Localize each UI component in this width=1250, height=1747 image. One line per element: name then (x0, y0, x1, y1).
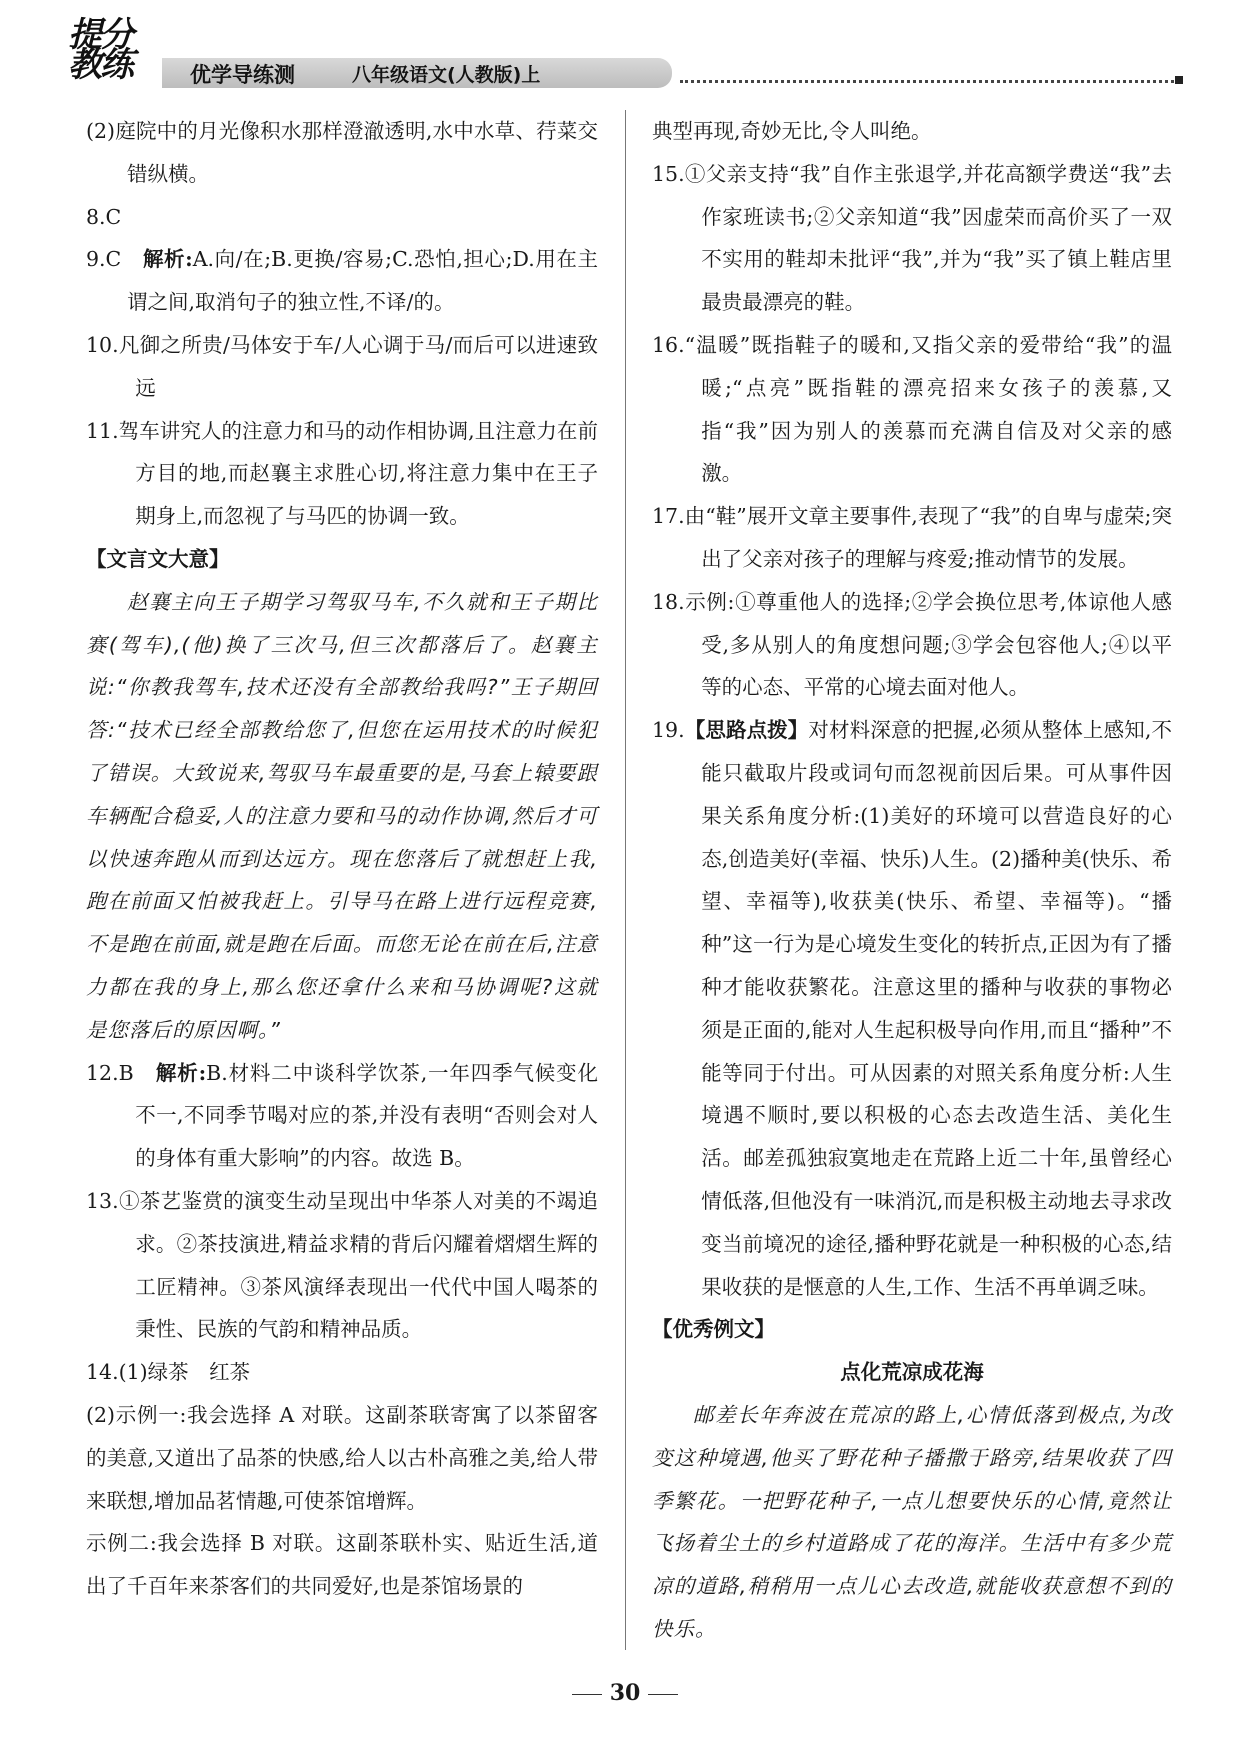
page-number (0, 1680, 1250, 1706)
answer-19-num: 19. (652, 718, 685, 743)
section-heading-classical-summary: 【文言文大意】 (86, 546, 230, 571)
answer-11: 11.驾车讲究人的注意力和马的动作相协调,且注意力在前方目的地,而赵襄主求胜心切,将注意力集中在王子期身上,而忽视了与马匹的协调一致。 (86, 418, 598, 529)
answer-15: 15.①父亲支持“我”自作主张退学,并花高额学费送“我”去作家班读书;②父亲知道“我”因虚荣而高价买了一双不实用的鞋却未批评“我”,并为“我”买了镇上鞋店里最贵最漂亮的鞋。 (652, 161, 1172, 315)
answer-19-text: 对材料深意的把握,必须从整体上感知,不能只截取片段或词句而忽视前因后果。可从事件因果关系角度分析:(1)美好的环境可以营造良好的心态,创造美好(幸福、快乐)人生。(2)播种美(快乐、希望、幸福等),收获美(快乐、希望、幸福等)。“播种”这一行为是心境发生变化的转折点,正因为有了播种才能收获繁花。注意这里的播种与收获的事物必须是正面的,能对人生起积极导向作用,而且“播种”不能等同于付出。可从因素的对照关系角度分析:人生境遇不顺时,要以积极的心态去改造生活、美化生活。邮差孤独寂寞地走在荒路上近二十年,虽曾经心情低落,但他没有一味消沉,而是积极主动地去寻求改变当前境况的途径,播种野花就是一种积极的心态,结果收获的是惬意的人生,工作、生活不再单调乏味。 (701, 718, 1172, 1299)
section-heading-sample-essay: 【优秀例文】 (652, 1317, 775, 1342)
answer-12-text: B.材料二中谈科学饮茶,一年四季气候变化不一,不同季节喝对应的茶,并没有表明“否则会对人的身体有重大影响”的内容。故选 B。 (135, 1060, 598, 1171)
answer-10: 10.凡御之所贵/马体安于车/人心调于马/而后可以进速致远 (86, 332, 598, 400)
answer-9-num: 9.C (86, 247, 122, 272)
answer-12-num: 12.B (86, 1060, 134, 1085)
answer-13: 13.①茶艺鉴赏的演变生动呈现出中华茶人对美的不竭追求。②茶技演进,精益求精的背后闪耀着熠熠生辉的工匠精神。③茶风演绎表现出一代代中国人喝茶的秉性、民族的气韵和精神品质。 (86, 1188, 598, 1342)
hint-label: 【思路点拨】 (684, 718, 809, 743)
answer-14-2-example-1: (2)示例一:我会选择 A 对联。这副茶联寄寓了以茶留客的美意,又道出了品茶的快感,给人以古朴高雅之美,给人带来联想,增加品茗情趣,可使茶馆增辉。 (86, 1402, 598, 1513)
logo-line-1: 提分 (68, 15, 132, 55)
answer-9 (86, 238, 598, 324)
series-title: 优学导练测 (190, 63, 295, 87)
page-header (62, 15, 1192, 88)
page-number-value: 30 (609, 1680, 641, 1706)
answer-9-text: A.向/在;B.更换/容易;C.恐怕,担心;D.用在主谓之间,取消句子的独立性,不译/的。 (127, 247, 598, 315)
logo-line-2: 教练 (68, 45, 132, 85)
book-subject: 八年级语文(人教版)上 (352, 64, 541, 86)
answer-14-continued: 典型再现,奇妙无比,令人叫绝。 (652, 119, 932, 143)
answer-18: 18.示例:①尊重他人的选择;②学会换位思考,体谅他人感受,多从别人的角度想问题;③学会包容他人;④以平等的心态、平常的心境去面对他人。 (652, 589, 1172, 700)
classical-translation: 赵襄主向王子期学习驾驭马车,不久就和王子期比赛(驾车),(他)换了三次马,但三次都落后了。赵襄主说:“你教我驾车,技术还没有全部教给我吗?”王子期回答:“技术已经全部教给您了,但您在运用技术的时候犯了错误。大致说来,驾驭马车最重要的是,马套上辕要跟车辆配合稳妥,人的注意力要和马的动作协调,然后才可以快速奔跑从而到达远方。现在您落后了就想赶上我,跑在前面又怕被我赶上。引导马在路上进行远程竞赛,不是跑在前面,就是跑在后面。而您无论在前在后,注意力都在我的身上,那么您还拿什么来和马协调呢?这就是您落后的原因啊。” (86, 589, 598, 1042)
answer-14-1: 14.(1)绿茶 红茶 (86, 1360, 251, 1385)
essay-title: 点化荒凉成花海 (840, 1360, 984, 1385)
left-column (86, 110, 598, 1608)
answer-12 (86, 1052, 598, 1180)
page-number-dash-right (648, 1694, 678, 1695)
right-column (652, 110, 1172, 1651)
answer-7-2: (2)庭院中的月光像积水那样澄澈透明,水中水草、荇菜交错纵横。 (86, 119, 598, 186)
analysis-label: 解析: (142, 247, 193, 272)
answer-17: 17.由“鞋”展开文章主要事件,表现了“我”的自卑与虚荣;突出了父亲对孩子的理解与疼爱;推动情节的发展。 (652, 504, 1172, 571)
answer-16: 16.“温暖”既指鞋子的暖和,又指父亲的爱带给“我”的温暖;“点亮”既指鞋的漂亮招来女孩子的羡慕,又指“我”因为别人的羡慕而充满自信及对父亲的感激。 (652, 332, 1172, 486)
header-rule-end (1175, 76, 1183, 84)
essay-body: 邮差长年奔波在荒凉的路上,心情低落到极点,为改变这种境遇,他买了野花种子播撒于路旁,结果收获了四季繁花。一把野花种子,一点儿想要快乐的心情,竟然让飞扬着尘土的乡村道路成了花的海洋。生活中有多少荒凉的道路,稍稍用一点儿心去改造,就能收获意想不到的快乐。 (652, 1402, 1172, 1641)
page-number-dash-left (572, 1694, 602, 1695)
answer-14-2-example-2: 示例二:我会选择 B 对联。这副茶联朴实、贴近生活,道出了千百年来茶客们的共同爱好,也是茶馆场景的 (86, 1531, 598, 1599)
analysis-label: 解析: (155, 1060, 207, 1085)
answer-19 (652, 709, 1172, 1308)
column-divider (625, 110, 626, 1650)
header-dotted-rule (680, 80, 1180, 83)
answer-8: 8.C (86, 204, 122, 229)
